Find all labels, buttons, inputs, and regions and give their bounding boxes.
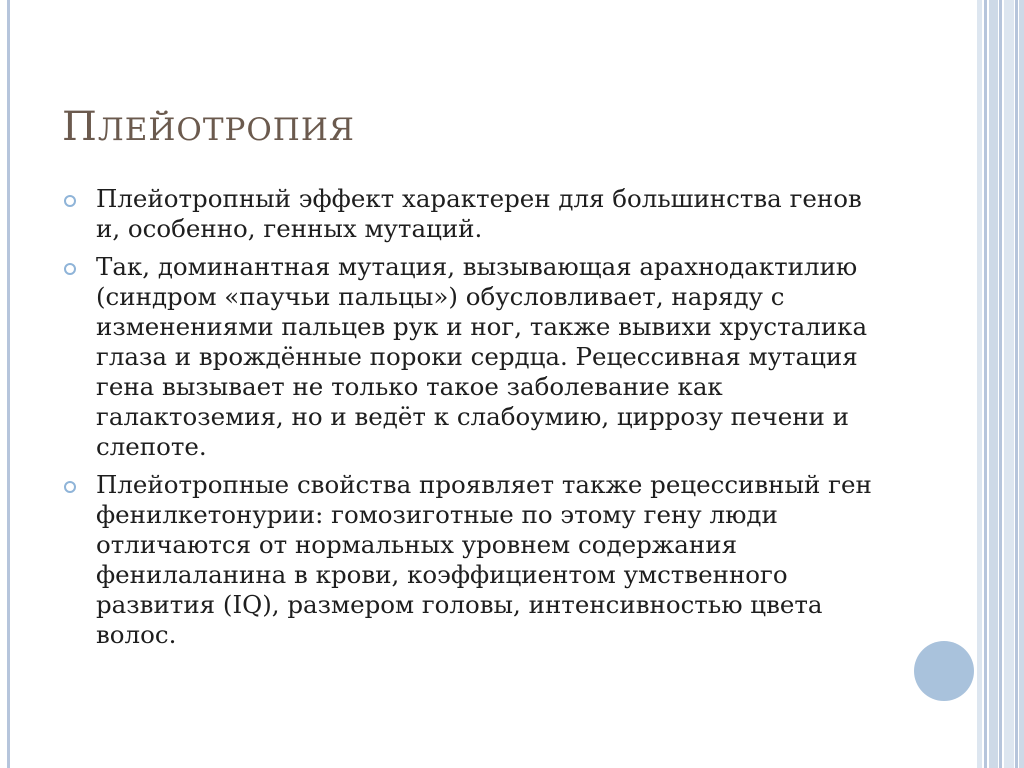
slide-title-initial: П (62, 104, 98, 150)
bullet-text: Так, доминантная мутация, вызывающая арахнодактилию (синдром «паучьи пальцы») обусловливает, наряду с изменениями пальцев рук и ног, также вывихи хрусталика глаза и врождённые пороки сердца. Рецессивная мутация гена вызывает не только такое заболевание как галактоземия, но и ведёт к слабоумию, циррозу печени и слепоте. (96, 252, 868, 461)
bullet-item (62, 252, 892, 462)
ring-bullet-icon (64, 263, 76, 275)
bullet-list (62, 184, 892, 658)
ring-bullet-icon (64, 481, 76, 493)
ring-bullet-icon (64, 195, 76, 207)
left-border-line (7, 0, 10, 768)
right-stripe-7 (1019, 0, 1024, 768)
bullet-item (62, 470, 892, 650)
right-stripe-3 (989, 0, 998, 768)
slide-title-rest: ЛЕЙОТРОПИЯ (97, 112, 355, 148)
right-stripe-4 (999, 0, 1002, 768)
right-stripe-6 (1015, 0, 1018, 768)
right-stripe-2 (984, 0, 987, 768)
right-stripe-5 (1004, 0, 1014, 768)
decorative-circle (914, 641, 974, 701)
bullet-text: Плейотропные свойства проявляет также рецессивный ген фенилкетонурии: гомозиготные по этому гену люди отличаются от нормальных уровнем содержания фенилаланина в крови, коэффициентом умственного развития (IQ), размером головы, интенсивностью цвета волос. (96, 470, 872, 649)
bullet-item (62, 184, 892, 244)
slide-title (62, 104, 355, 150)
right-stripe-1 (977, 0, 982, 768)
bullet-text: Плейотропный эффект характерен для большинства генов и, особенно, генных мутаций. (96, 184, 862, 243)
